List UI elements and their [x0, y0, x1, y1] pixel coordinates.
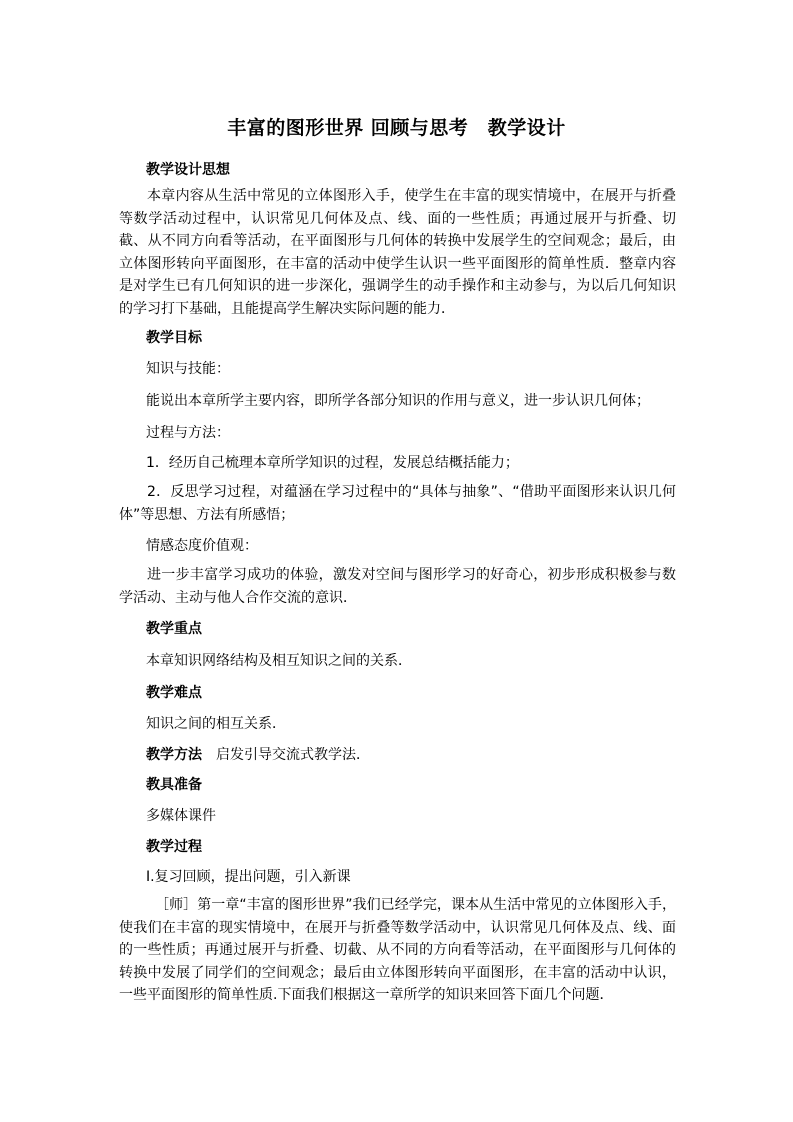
process-heading: 教学过程 [146, 839, 202, 855]
method-text: 启发引导交流式教学法． [216, 747, 370, 763]
design-heading: 教学设计思想 [146, 162, 230, 178]
document-title: 丰富的图形世界 回顾与思考 教学设计 [227, 117, 566, 139]
difficulty-heading: 教学难点 [146, 685, 202, 701]
section-1-title: Ⅰ.复习回顾，提出问题，引入新课 [146, 869, 351, 885]
goals-heading: 教学目标 [146, 330, 202, 346]
teacher-paragraph: ［师］第一章“丰富的图形世界”我们已经学完，课本从生活中常见的立体图形入手，使我们在丰富的现实情境中，在展开与折叠等数学活动中，认识常见几何体及点、线、面的一些性质；再通过展开与折叠、切截、从不同的方向看等活动，在平面图形与几何体的转换中发展了同学们的空间观念；最后由立体图形转向平面图形，在丰富的活动中认识，一些平面图形的简单性质.下面我们根据这一章所学的知识来回答下面几个问题． [119, 897, 676, 1003]
method-line [146, 744, 370, 764]
key-text: 本章知识网络结构及相互知识之间的关系． [146, 653, 412, 669]
emotion-label: 情感态度价值观： [146, 538, 258, 554]
knowledge-text: 能说出本章所学主要内容，即所学各部分知识的作用与意义，进一步认识几何体； [146, 393, 650, 409]
emotion-paragraph: 进一步丰富学习成功的体验，激发对空间与图形学习的好奇心，初步形成积极参与数学活动、主动与他人合作交流的意识． [119, 567, 676, 606]
tools-text: 多媒体课件 [146, 808, 216, 824]
process-item-2: 2．反思学习过程，对蕴涵在学习过程中的“具体与抽象”、“借助平面图形来认识几何体”等思想、方法有所感悟； [119, 484, 676, 523]
tools-heading: 教具准备 [146, 777, 202, 793]
difficulty-text: 知识之间的相互关系． [146, 716, 286, 732]
method-heading: 教学方法 [146, 747, 202, 763]
process-label: 过程与方法： [146, 425, 230, 441]
design-paragraph: 本章内容从生活中常见的立体图形入手，使学生在丰富的现实情境中，在展开与折叠等数学活动过程中，认识常见几何体及点、线、面的一些性质；再通过展开与折叠、切截、从不同方向看等活动，在平面图形与几何体的转换中发展学生的空间观念；最后，由立体图形转向平面图形，在丰富的活动中使学生认识一些平面图形的简单性质．整章内容是对学生已有几何知识的进一步深化，强调学生的动手操作和主动参与，为以后几何知识的学习打下基础，且能提高学生解决实际问题的能力． [119, 188, 676, 317]
key-heading: 教学重点 [146, 621, 202, 637]
knowledge-label: 知识与技能： [146, 361, 230, 377]
process-item-1: 1．经历自己梳理本章所学知识的过程，发展总结概括能力； [146, 455, 519, 471]
